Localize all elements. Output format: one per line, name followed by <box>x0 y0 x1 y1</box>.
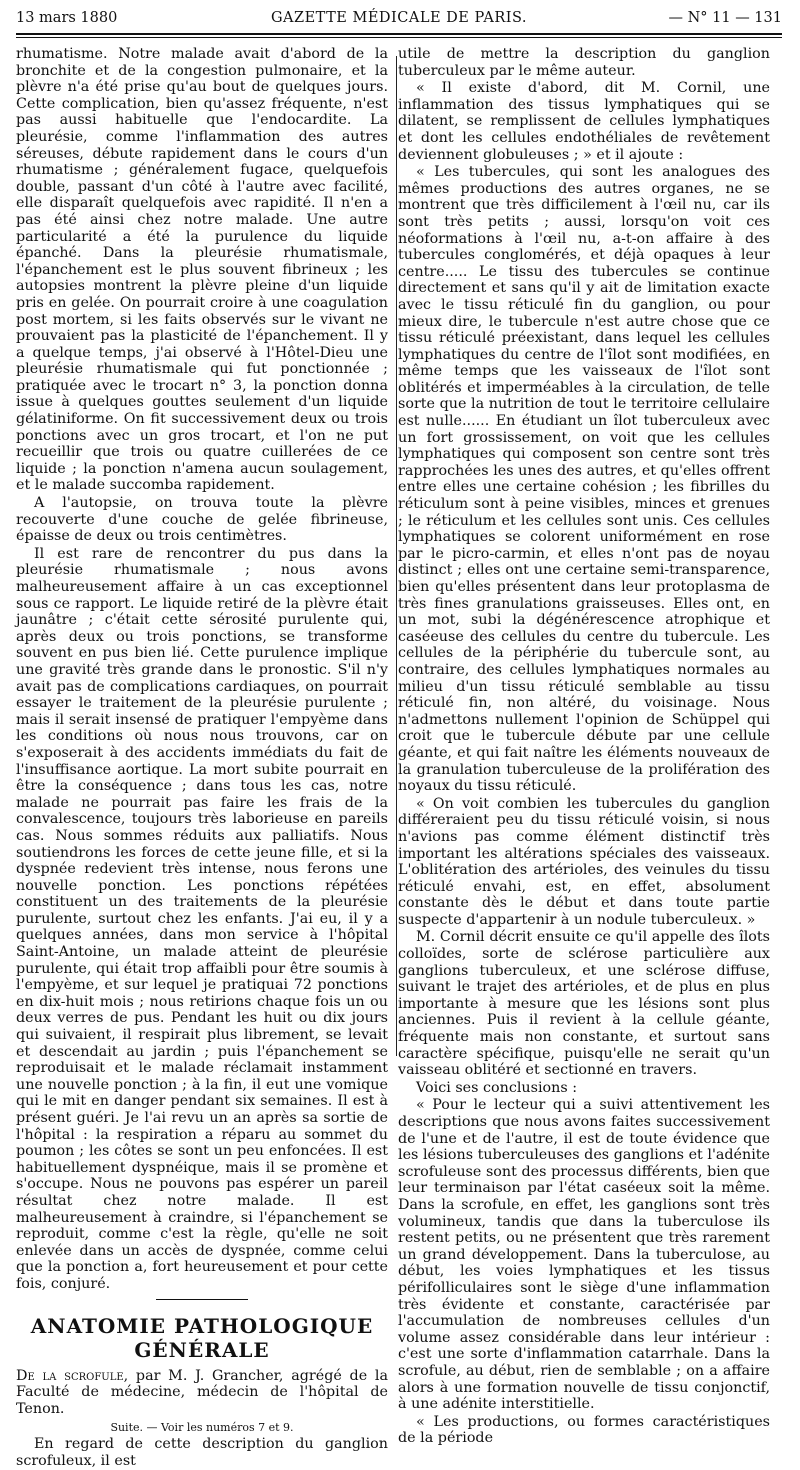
paragraph: A l'autopsie, on trouva toute la plèvre recouverte d'une couche de gelée fibrineuse, épaisse de deux ou trois centimètres. <box>16 495 388 545</box>
paragraph: « Pour le lecteur qui a suivi attentivement les descriptions que nous avons faites successivement de l'une et de l'autre, il est de toute évidence que les lésions tuberculeuses des ganglions et l'adénite scrofuleuse sont des processus différents, bien que leur terminaison par l'état caséeux soit la même. Dans la scrofule, en effet, les ganglions sont très volumineux, tandis que dans la tuberculose ils restent petits, ou ne présentent que très rarement un grand développement. Dans la tuberculose, au début, les voies lymphatiques et les tissus périfolliculaires sont le siège d'une inflammation très évidente et constante, caractérisée par l'accumulation de nombreuses cellules d'un volume assez considérable dans leur intérieur : c'est une sorte d'inflammation catarrhale. Dans la scrofule, au début, rien de semblable ; on a affaire alors à une formation nouvelle de tissu conjonctif, à une adénite interstitielle. <box>398 1097 770 1413</box>
header-rule-thin <box>16 37 782 38</box>
column-divider <box>396 56 397 1056</box>
paragraph: utile de mettre la description du ganglion tuberculeux par le même auteur. <box>398 46 770 79</box>
paragraph: « On voit combien les tubercules du ganglion différeraient peu du tissu réticulé voisin, si nous n'avions pas comme élément distinctif très important les altérations spéciales des vaisseaux. L'oblitération des artérioles, des veinules du tissu réticulé envahi, est, en effet, absolument constante dès le début et dans toute partie suspecte d'appartenir à un nodule tuberculeux. » <box>398 795 770 928</box>
right-column <box>398 46 770 1447</box>
paragraph: En regard de cette description du ganglion scrofuleux, il est <box>16 1436 388 1469</box>
article-byline <box>16 1368 388 1418</box>
paragraph: Il est rare de rencontrer du pus dans la pleurésie rhumatismale ; nous avons malheureusement affaire à un cas exceptionnel sous ce rapport. Le liquide retiré de la plèvre était jaunâtre ; c'était cette sérosité purulente qui, après deux ou trois ponctions, se transforme souvent en pus bien lié. Cette purulence implique une gravité très grande dans le pronostic. S'il n'y avait pas de complications cardiaques, on pourrait essayer le traitement de la pleurésie purulente ; mais il serait insensé de pratiquer l'empyème dans les conditions où nous nous trouvons, car on s'exposerait à des accidents immédiats du fait de l'insuffisance aortique. La mort subite pourrait en être la conséquence ; dans tous les cas, notre malade ne pourrait pas faire les frais de la convalescence, toujours très laborieuse en pareils cas. Nous sommes réduits aux palliatifs. Nous soutiendrons les forces de cette jeune fille, et si la dyspnée redevient très intense, nous ferons une nouvelle ponction. Les ponctions répétées constituent un des traitements de la pleurésie purulente, surtout chez les enfants. J'ai eu, il y a quelques années, dans mon service à l'hôpital Saint-Antoine, un malade atteint de pleurésie purulente, qui était trop affaibli pour être soumis à l'empyème, et sur lequel je pratiquai 72 ponctions en dix-huit mois ; nous retirions chaque fois un ou deux verres de pus. Pendant les huit ou dix jours qui suivaient, il respirait plus librement, se levait et descendait au jardin ; puis l'épanchement se reproduisait et le malade réclamait instamment une nouvelle ponction ; à la fin, il eut une vomique qui le mit en danger pendant six semaines. Il est à présent guéri. Je l'ai revu un an après sa sortie de l'hôpital : la respiration a réparu au sommet du poumon ; les côtes se sont un peu enfoncées. Il est habituellement dyspnéique, mais il se promène et s'occupe. Nous ne pouvons pas espérer un pareil résultat chez notre malade. Il est malheureusement à craindre, si l'épanchement se reproduit, comme c'est la règle, qu'elle ne soit enlevée dans un accès de dyspnée, comme celui que la ponction a, fort heureusement et pour cette fois, conjuré. <box>16 545 388 1292</box>
header-rule <box>16 33 782 35</box>
issue-page-number: — N° 11 — 131 <box>668 10 782 26</box>
left-column <box>16 46 388 1470</box>
paragraph: M. Cornil décrit ensuite ce qu'il appelle des îlots colloïdes, sorte de sclérose particulière aux ganglions tuberculeux, et une sclérose diffuse, suivant le trajet des artérioles, et de plus en plus importante à mesure que les lésions sont plus anciennes. Puis il revient à la cellule géante, fréquente mais non constante, et surtout sans caractère spécifique, puisqu'elle ne serait qu'un vaisseau oblitéré et sectionné en travers. <box>398 929 770 1079</box>
paragraph: rhumatisme. Notre malade avait d'abord de la bronchite et de la congestion pulmonaire, et la plèvre n'a été prise qu'au bout de quelques jours. Cette complication, bien qu'assez fréquente, n'est pas aussi habituelle que l'endocardite. La pleurésie, comme l'inflammation des autres séreuses, débute rapidement dans le cours d'un rhumatisme ; généralement fugace, quelquefois double, passant d'un côté à l'autre avec facilité, elle disparaît quelquefois avec rapidité. Il n'en a pas été ainsi chez notre malade. Une autre particularité a été la purulence du liquide épanché. Dans la pleurésie rhumatismale, l'épanchement est le plus souvent fibrineux ; les autopsies montrent la plèvre pleine d'un liquide pris en gelée. On pourrait croire à une coagulation post mortem, si les faits observés sur le vivant ne prouvaient pas la plasticité de l'épanchement. Il y a quelque temps, j'ai observé à l'Hôtel-Dieu une pleurésie rhumatismale qui fut ponctionnée ; pratiquée avec le trocart n° 3, la ponction donna issue à quelques gouttes seulement d'un liquide gélatiniforme. On fit successivement deux ou trois ponctions avec un gros trocart, et l'on ne put recueillir que trois ou quatre cuillerées de ce liquide ; la ponction n'amena aucun soulagement, et le malade succomba rapidement. <box>16 46 388 494</box>
issue-date: 13 mars 1880 <box>16 10 118 26</box>
section-title: ANATOMIE PATHOLOGIQUE GÉNÉRALE <box>30 1313 374 1362</box>
journal-title: GAZETTE MÉDICALE DE PARIS. <box>270 10 528 26</box>
paragraph: Voici ses conclusions : <box>416 1079 578 1096</box>
paragraph: « Les productions, ou formes caractéristiques de la période <box>398 1413 770 1447</box>
page-header <box>16 6 782 30</box>
article-subject: De la scrofule, <box>16 1367 129 1384</box>
section-divider <box>156 1299 248 1300</box>
paragraph: « Il existe d'abord, dit M. Cornil, une inflammation des tissus lymphatiques qui se dilatent, se remplissent de cellules lymphatiques et dont les cellules endothéliales de revêtement deviennent globuleuses ; » et il ajoute : <box>398 80 770 163</box>
paragraph: « Les tubercules, qui sont les analogues des mêmes productions des autres organes, ne se montrent que très difficilement à l'œil nu, car ils sont très petits ; aussi, lorsqu'on voit ces néoformations à l'œil nu, a-t-on affaire à des tubercules conglomérés, et déjà opaques à leur centre..... Le tissu des tubercules se continue directement et sans qu'il y ait de limitation exacte avec le tissu réticulé fin du ganglion, ou pour mieux dire, le tubercule n'est autre chose que ce tissu réticulé préexistant, dans lequel les cellules lymphatiques du centre de l'îlot sont modifiées, en même temps que les vaisseaux de l'îlot sont oblitérés et imperméables à la circulation, de telle sorte que la nutrition de tout le territoire cellulaire est nulle...... En étudiant un îlot tuberculeux avec un fort grossissement, on voit que les cellules lymphatiques qui composent son centre sont très rapprochées les unes des autres, et qu'elles offrent entre elles une certaine cohésion ; les fibrilles du réticulum sont à peine visibles, minces et grenues ; le réticulum et les cellules sont unis. Ces cellules lymphatiques se colorent uniformément en rose par le picro-carmin, et elles n'ont pas de noyau distinct ; elles ont une certaine semi-transparence, bien qu'elles présentent dans leur protoplasma de très fines granulations graisseuses. Elles ont, en un mot, subi la dégénérescence atrophique et caséeuse des cellules du centre du tubercule. Les cellules de la périphérie du tubercule sont, au contraire, des cellules lymphatiques normales au milieu d'un tissu réticulé semblable au tissu réticulé fin, non altéré, du voisinage. Nous n'admettons nullement l'opinion de Schüppel qui croit que le tubercule débute par une cellule géante, et qui fait naître les éléments nouveaux de la granulation tuberculeuse de la prolifération des noyaux du tissu réticulé. <box>398 164 770 795</box>
continuation-note: Suite. — Voir les numéros 7 et 9. <box>110 1421 294 1435</box>
article-author: par M. J. Grancher, agrégé de la Faculté de médecine, médecin de l'hôpital de Tenon. <box>16 1367 388 1417</box>
